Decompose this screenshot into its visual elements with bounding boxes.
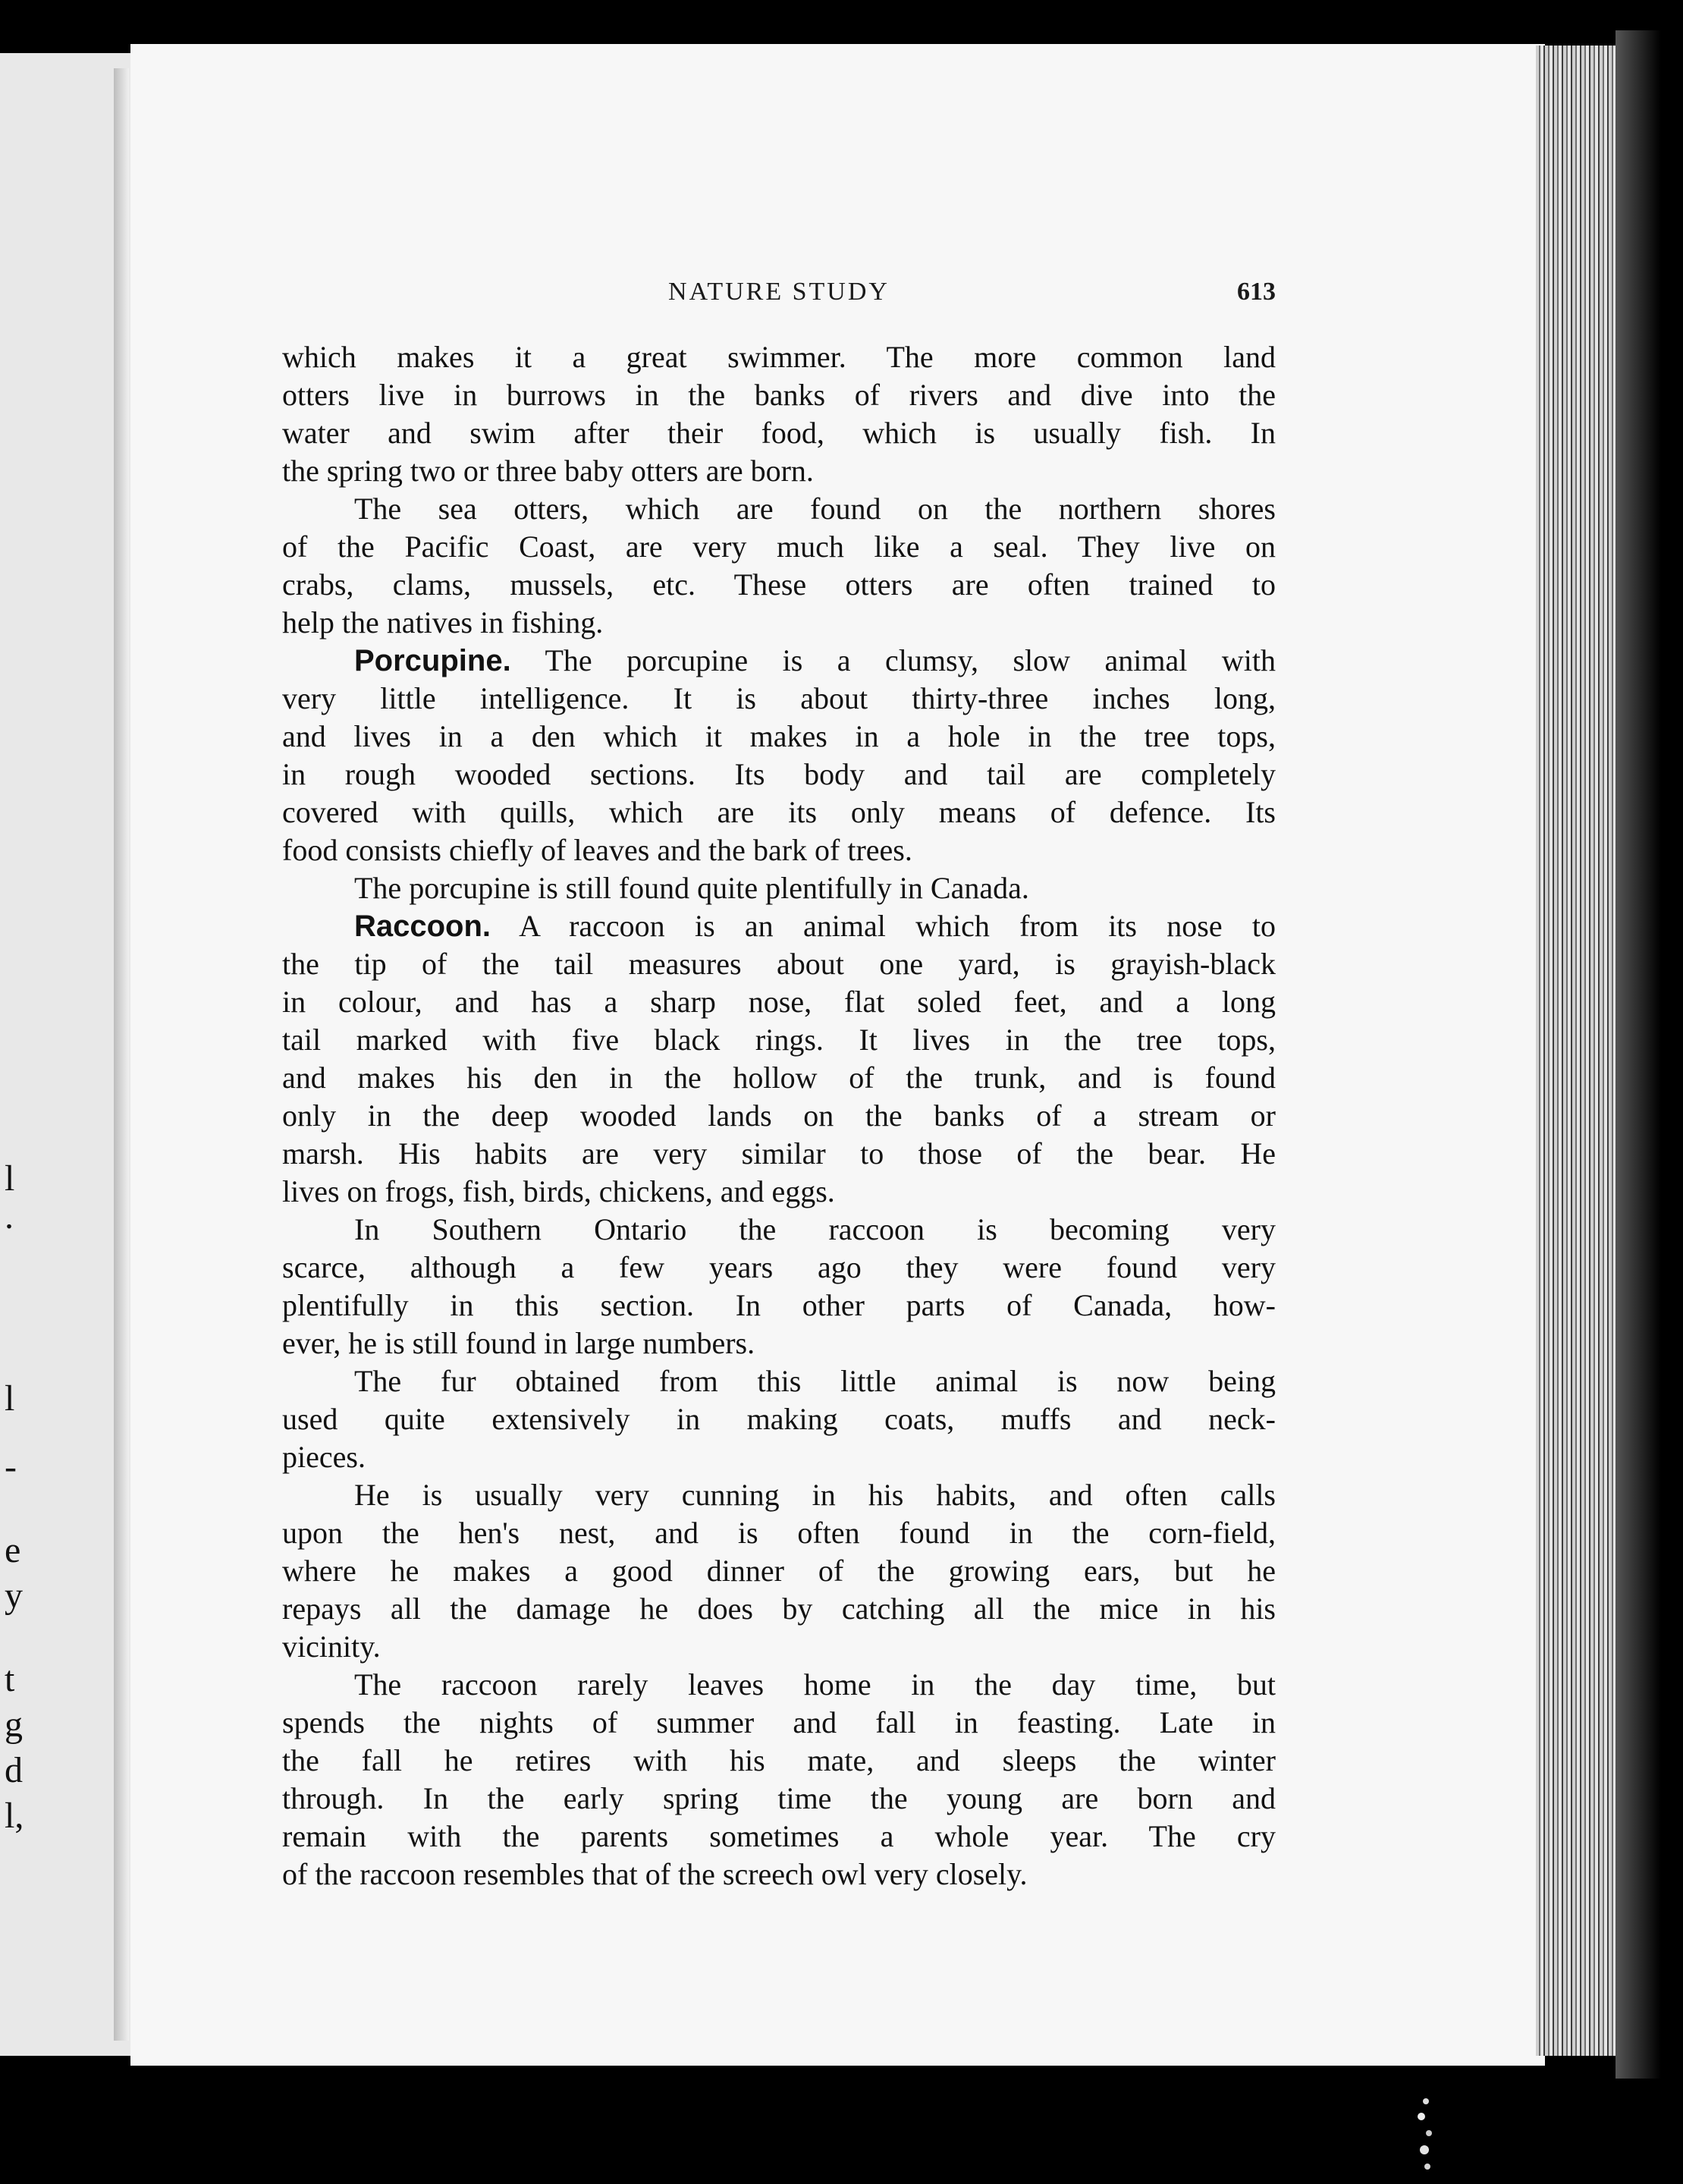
text-line	[282, 1249, 1276, 1287]
text-line	[282, 1325, 1276, 1362]
text-line	[282, 414, 1276, 452]
line-text: only in the deep wooded lands on the banks of a stream or	[282, 1098, 1276, 1133]
text-line	[282, 983, 1276, 1021]
line-text: and lives in a den which it makes in a hole in the tree tops,	[282, 719, 1276, 753]
text-line	[282, 1590, 1276, 1628]
line-text: the spring two or three baby otters are born.	[282, 454, 814, 488]
page-edge-shadow	[1615, 30, 1661, 2079]
text-line	[282, 1287, 1276, 1325]
text-line	[282, 338, 1276, 376]
text-line	[282, 1173, 1276, 1211]
text-line	[282, 1438, 1276, 1476]
text-line	[282, 566, 1276, 604]
text-line	[282, 1742, 1276, 1780]
line-text: very little intelligence. It is about thirty-three inches long,	[282, 681, 1276, 715]
line-text: and makes his den in the hollow of the trunk, and is found	[282, 1061, 1276, 1095]
line-text: The porcupine is a clumsy, slow animal with	[510, 643, 1276, 677]
left-page-fragment: t	[5, 1659, 15, 1699]
line-text: of the Pacific Coast, are very much like a seal. They live on	[282, 530, 1276, 564]
text-line	[282, 1362, 1276, 1400]
left-page-fragment: y	[5, 1576, 23, 1616]
line-text: A raccoon is an animal which from its nose to	[491, 909, 1276, 943]
text-line	[282, 1704, 1276, 1742]
text-line	[282, 1552, 1276, 1590]
text-line	[282, 793, 1276, 831]
section-term: Porcupine.	[354, 644, 511, 677]
text-line	[282, 907, 1276, 945]
line-text: tail marked with five black rings. It lives in the tree tops,	[282, 1023, 1276, 1057]
line-text: vicinity.	[282, 1629, 381, 1664]
line-text: where he makes a good dinner of the growing ears, but he	[282, 1554, 1276, 1588]
line-text: The sea otters, which are found on the northern shores	[354, 492, 1276, 526]
line-text: marsh. His habits are very similar to those of the bear. He	[282, 1136, 1276, 1171]
line-text: crabs, clams, mussels, etc. These otters are often trained to	[282, 567, 1276, 602]
text-line	[282, 1097, 1276, 1135]
line-text: ever, he is still found in large numbers.	[282, 1326, 755, 1360]
line-text: plentifully in this section. In other parts of Canada, how-	[282, 1288, 1276, 1322]
text-line	[282, 1400, 1276, 1438]
section-term: Raccoon.	[354, 910, 491, 943]
running-head-title: NATURE STUDY	[668, 278, 890, 306]
text-line	[282, 642, 1276, 680]
line-text: through. In the early spring time the young are born and	[282, 1781, 1276, 1815]
text-line	[282, 680, 1276, 718]
line-text: covered with quills, which are its only means of defence. Its	[282, 795, 1276, 829]
text-line	[282, 376, 1276, 414]
line-text: otters live in burrows in the banks of rivers and dive into the	[282, 378, 1276, 412]
page-number: 613	[1237, 278, 1276, 306]
line-text: the fall he retires with his mate, and sleeps the winter	[282, 1743, 1276, 1777]
line-text: The raccoon rarely leaves home in the day time, but	[354, 1667, 1276, 1702]
line-text: spends the nights of summer and fall in feasting. Late in	[282, 1705, 1276, 1739]
left-page-fragment: l	[5, 1378, 15, 1419]
text-line	[282, 945, 1276, 983]
line-text: of the raccoon resembles that of the screech owl very closely.	[282, 1857, 1028, 1891]
text-line	[282, 604, 1276, 642]
text-line	[282, 452, 1276, 490]
line-text: in rough wooded sections. Its body and tail are completely	[282, 757, 1276, 791]
line-text: In Southern Ontario the raccoon is becoming very	[354, 1212, 1276, 1246]
left-page-fragment: g	[5, 1705, 23, 1745]
left-page-fragment: l	[5, 1158, 15, 1199]
text-line	[282, 756, 1276, 793]
text-line	[282, 1514, 1276, 1552]
line-text: The fur obtained from this little animal is now being	[354, 1364, 1276, 1398]
line-text: The porcupine is still found quite plentifully in Canada.	[354, 871, 1029, 905]
line-text: which makes it a great swimmer. The more common land	[282, 340, 1276, 374]
left-page-fragment: .	[5, 1196, 14, 1237]
text-line	[282, 1135, 1276, 1173]
left-page-fragment: d	[5, 1750, 23, 1790]
text-line	[282, 1818, 1276, 1856]
text-line	[282, 1666, 1276, 1704]
left-page-fragment: e	[5, 1530, 21, 1570]
body-text	[282, 338, 1276, 1893]
book-gutter	[114, 68, 129, 2041]
line-text: pieces.	[282, 1440, 366, 1474]
line-text: He is usually very cunning in his habits, and often calls	[354, 1478, 1276, 1512]
text-line	[282, 1476, 1276, 1514]
text-line	[282, 1856, 1276, 1893]
line-text: scarce, although a few years ago they were found very	[282, 1250, 1276, 1284]
scan-specks	[1411, 2094, 1441, 2177]
text-line	[282, 1059, 1276, 1097]
line-text: repays all the damage he does by catching all the mice in his	[282, 1592, 1276, 1626]
text-line	[282, 1021, 1276, 1059]
text-line	[282, 490, 1276, 528]
text-line	[282, 528, 1276, 566]
text-line	[282, 831, 1276, 869]
text-line	[282, 718, 1276, 756]
line-text: lives on frogs, fish, birds, chickens, and eggs.	[282, 1174, 835, 1208]
page-edges	[1536, 46, 1618, 2056]
text-line	[282, 1211, 1276, 1249]
line-text: help the natives in fishing.	[282, 605, 604, 639]
line-text: upon the hen's nest, and is often found in the corn-field,	[282, 1516, 1276, 1550]
line-text: remain with the parents sometimes a whole year. The cry	[282, 1819, 1276, 1853]
running-head	[282, 278, 1276, 316]
line-text: water and swim after their food, which is usually fish. In	[282, 416, 1276, 450]
line-text: in colour, and has a sharp nose, flat soled feet, and a long	[282, 985, 1276, 1019]
left-page-fragment: -	[5, 1447, 17, 1487]
text-line	[282, 1780, 1276, 1818]
line-text: food consists chiefly of leaves and the bark of trees.	[282, 833, 912, 867]
text-line	[282, 869, 1276, 907]
line-text: the tip of the tail measures about one yard, is grayish-black	[282, 947, 1276, 981]
text-line	[282, 1628, 1276, 1666]
left-page-fragment: l,	[5, 1796, 24, 1836]
line-text: used quite extensively in making coats, muffs and neck-	[282, 1402, 1276, 1436]
